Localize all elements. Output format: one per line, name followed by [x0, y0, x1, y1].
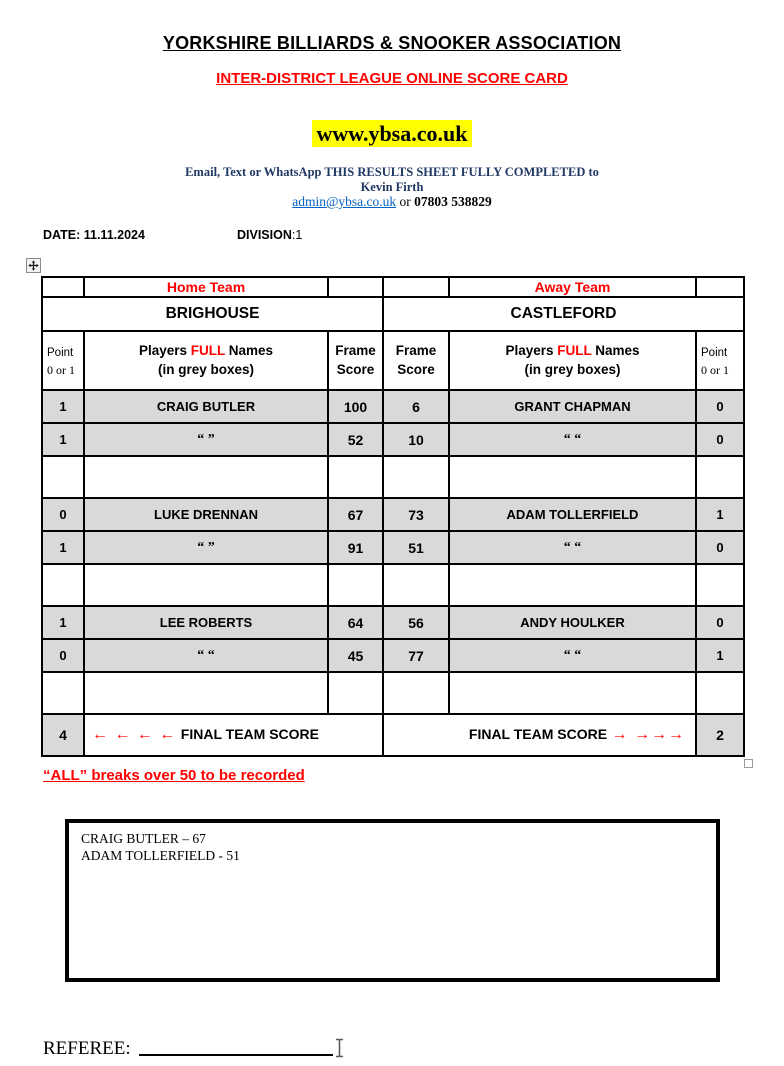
home-frame-score-cell[interactable]: 64 — [328, 606, 383, 639]
home-point-cell[interactable]: 1 — [42, 606, 84, 639]
empty-cell[interactable] — [42, 564, 84, 606]
empty-cell[interactable] — [42, 456, 84, 498]
away-point-header: Point 0 or 1 — [696, 331, 744, 390]
header-empty-cell — [383, 277, 449, 297]
away-frame-score-cell[interactable]: 51 — [383, 531, 449, 564]
home-frame-score-cell[interactable]: 45 — [328, 639, 383, 672]
empty-cell[interactable] — [84, 564, 328, 606]
away-point-cell[interactable]: 0 — [696, 390, 744, 423]
or-text: or — [396, 194, 415, 209]
division-field[interactable]: DIVISION:1 — [237, 228, 303, 242]
away-frame-score-header: Frame Score — [383, 331, 449, 390]
home-frame-score-cell[interactable]: 100 — [328, 390, 383, 423]
empty-cell[interactable] — [449, 564, 696, 606]
away-point-cell[interactable]: 0 — [696, 423, 744, 456]
home-team-label: Home Team — [84, 277, 328, 297]
text-cursor-icon — [335, 1038, 344, 1064]
empty-cell[interactable] — [449, 672, 696, 714]
email-link[interactable]: admin@ybsa.co.uk — [292, 194, 397, 209]
empty-cell[interactable] — [328, 456, 383, 498]
date-field[interactable]: DATE: 11.11.2024 — [43, 228, 145, 242]
table-move-handle[interactable] — [26, 258, 41, 273]
referee-label: REFEREE: — [43, 1038, 131, 1059]
away-point-cell[interactable]: 0 — [696, 606, 744, 639]
home-point-cell[interactable]: 1 — [42, 531, 84, 564]
away-player-cell[interactable]: GRANT CHAPMAN — [449, 390, 696, 423]
away-player-cell[interactable]: “ “ — [449, 531, 696, 564]
home-frame-score-cell[interactable]: 52 — [328, 423, 383, 456]
table-resize-handle[interactable] — [744, 759, 753, 768]
away-final-score-cell[interactable]: 2 — [696, 714, 744, 756]
page-subtitle: INTER-DISTRICT LEAGUE ONLINE SCORE CARD — [216, 70, 568, 87]
home-team-name-cell[interactable]: BRIGHOUSE — [42, 297, 383, 331]
empty-cell[interactable] — [383, 564, 449, 606]
away-player-cell[interactable]: ANDY HOULKER — [449, 606, 696, 639]
home-final-score-cell[interactable]: 4 — [42, 714, 84, 756]
away-players-header: Players FULL Names (in grey boxes) — [449, 331, 696, 390]
score-table — [41, 276, 745, 757]
away-frame-score-cell[interactable]: 10 — [383, 423, 449, 456]
empty-cell[interactable] — [84, 672, 328, 714]
home-frame-score-cell[interactable]: 67 — [328, 498, 383, 531]
away-frame-score-cell[interactable]: 77 — [383, 639, 449, 672]
empty-cell[interactable] — [696, 672, 744, 714]
empty-cell[interactable] — [328, 672, 383, 714]
away-final-label-cell: FINAL TEAM SCORE → →→→ — [383, 714, 696, 756]
empty-cell[interactable] — [449, 456, 696, 498]
away-player-cell[interactable]: ADAM TOLLERFIELD — [449, 498, 696, 531]
away-point-cell[interactable]: 0 — [696, 531, 744, 564]
header-empty-cell — [42, 277, 84, 297]
contact-name: Kevin Firth — [360, 180, 424, 194]
breaks-box[interactable] — [65, 819, 720, 982]
empty-cell[interactable] — [696, 564, 744, 606]
home-point-cell[interactable]: 0 — [42, 639, 84, 672]
right-arrows-icon: → →→→ — [611, 726, 685, 743]
header-empty-cell — [696, 277, 744, 297]
away-frame-score-cell[interactable]: 73 — [383, 498, 449, 531]
away-team-label: Away Team — [449, 277, 696, 297]
website-link[interactable]: www.ybsa.co.uk — [312, 120, 473, 147]
away-frame-score-cell[interactable]: 56 — [383, 606, 449, 639]
home-players-header: Players FULL Names (in grey boxes) — [84, 331, 328, 390]
home-point-header: Point 0 or 1 — [42, 331, 84, 390]
referee-blank-line[interactable] — [139, 1034, 333, 1056]
away-player-cell[interactable]: “ “ — [449, 639, 696, 672]
home-player-cell[interactable]: LUKE DRENNAN — [84, 498, 328, 531]
empty-cell[interactable] — [696, 456, 744, 498]
home-final-label-cell: ← ← ← ← FINAL TEAM SCORE — [84, 714, 383, 756]
empty-cell[interactable] — [383, 672, 449, 714]
empty-cell[interactable] — [328, 564, 383, 606]
phone-number: 07803 538829 — [414, 194, 492, 209]
home-point-cell[interactable]: 1 — [42, 390, 84, 423]
move-arrows-icon — [28, 260, 39, 271]
page-title: YORKSHIRE BILLIARDS & SNOOKER ASSOCIATION — [162, 33, 622, 53]
breaks-note: “ALL” breaks over 50 to be recorded — [43, 767, 305, 784]
home-player-cell[interactable]: “ ” — [84, 531, 328, 564]
home-player-cell[interactable]: “ “ — [84, 639, 328, 672]
home-frame-score-cell[interactable]: 91 — [328, 531, 383, 564]
header-empty-cell — [328, 277, 383, 297]
away-team-name-cell[interactable]: CASTLEFORD — [383, 297, 744, 331]
home-player-cell[interactable]: CRAIG BUTLER — [84, 390, 328, 423]
away-player-cell[interactable]: “ “ — [449, 423, 696, 456]
away-frame-score-cell[interactable]: 6 — [383, 390, 449, 423]
home-point-cell[interactable]: 0 — [42, 498, 84, 531]
break-entry: CRAIG BUTLER – 67 — [81, 831, 206, 846]
away-point-cell[interactable]: 1 — [696, 498, 744, 531]
home-player-cell[interactable]: “ ” — [84, 423, 328, 456]
empty-cell[interactable] — [383, 456, 449, 498]
away-point-cell[interactable]: 1 — [696, 639, 744, 672]
break-entry: ADAM TOLLERFIELD - 51 — [81, 847, 240, 863]
referee-line — [43, 1034, 344, 1064]
empty-cell[interactable] — [84, 456, 328, 498]
contact-instruction: Email, Text or WhatsApp THIS RESULTS SHEET FULLY COMPLETED to — [185, 165, 599, 179]
empty-cell[interactable] — [42, 672, 84, 714]
home-player-cell[interactable]: LEE ROBERTS — [84, 606, 328, 639]
left-arrows-icon: ← ← ← ← — [92, 726, 177, 743]
home-point-cell[interactable]: 1 — [42, 423, 84, 456]
home-frame-score-header: Frame Score — [328, 331, 383, 390]
contact-details — [0, 194, 784, 210]
website-line — [0, 121, 784, 147]
